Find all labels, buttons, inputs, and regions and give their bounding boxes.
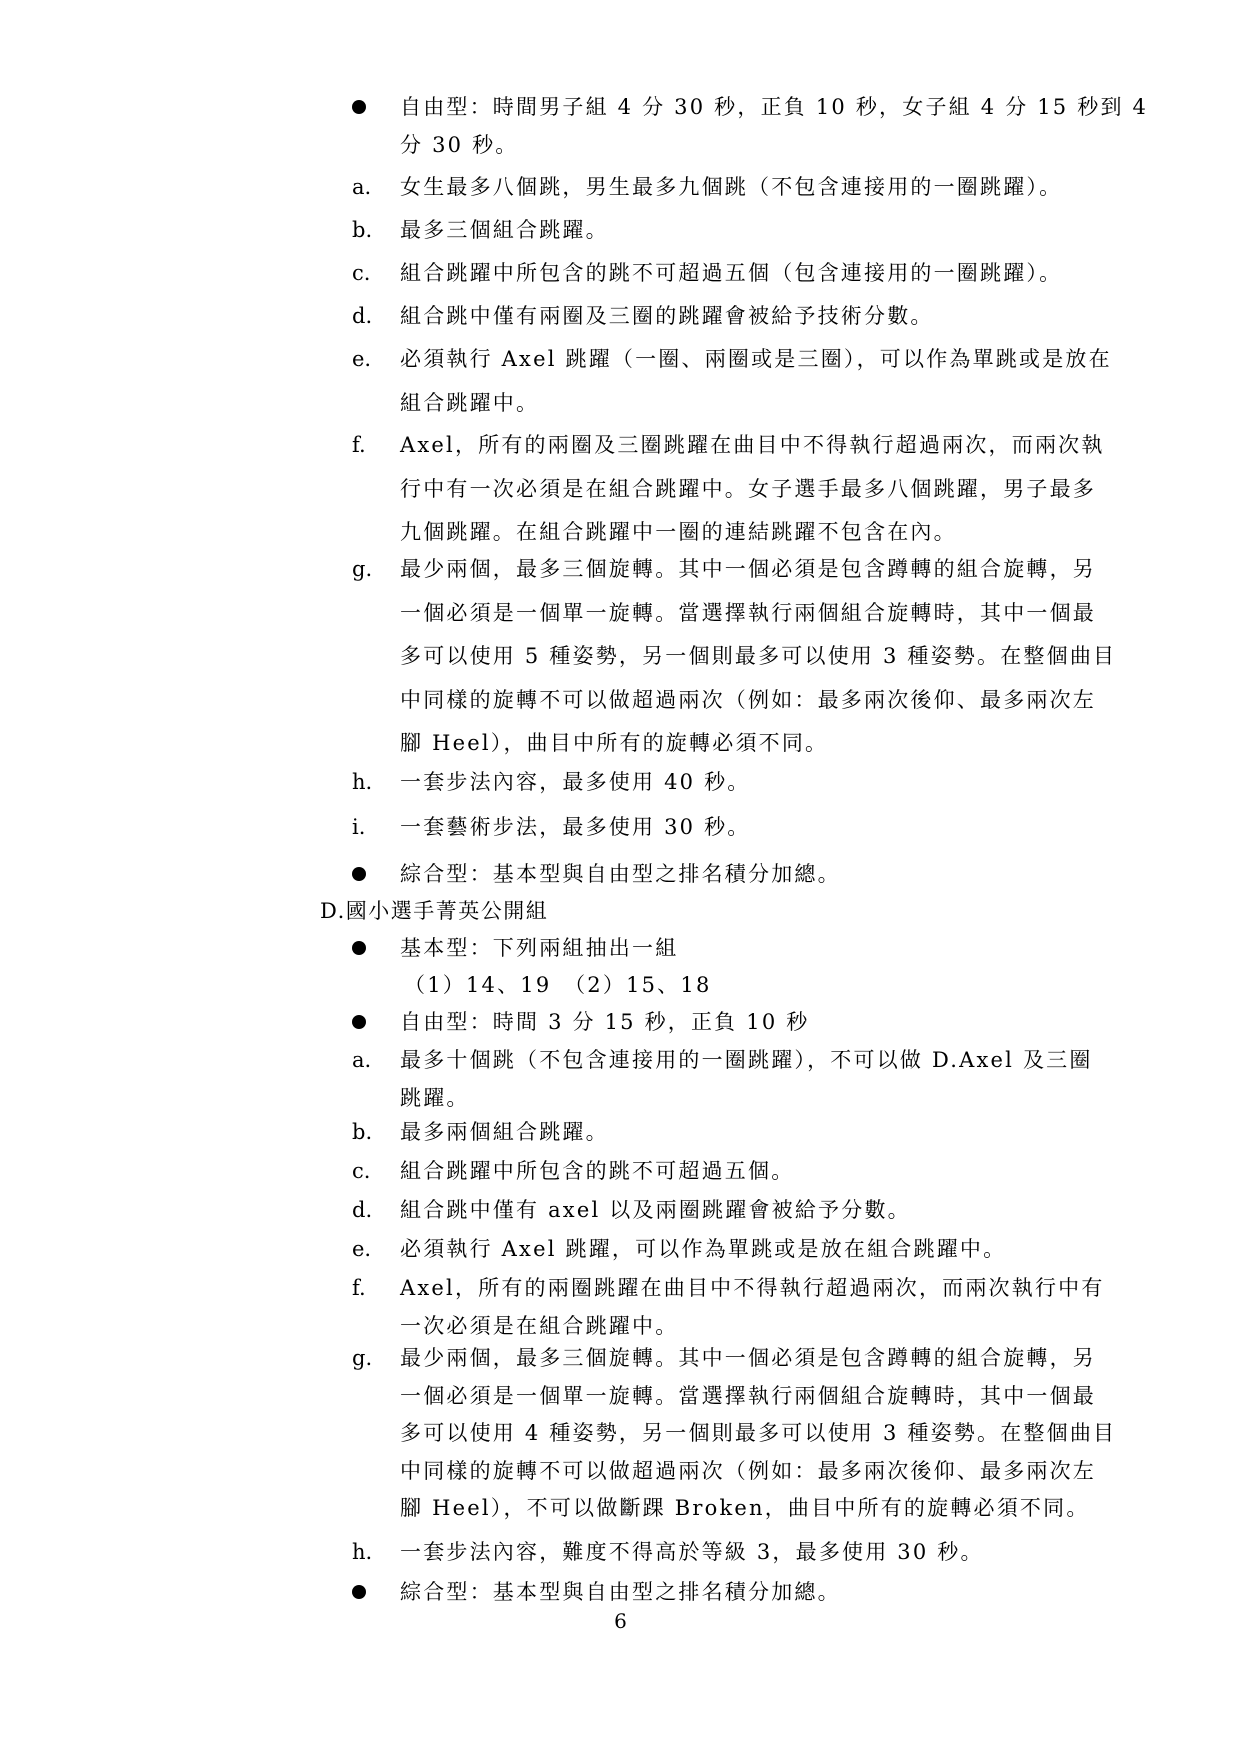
item-text-line: 腳 Heel），不可以做斷踝 Broken，曲目中所有的旋轉必須不同。 — [400, 1496, 1090, 1520]
item-text-line: 一套步法內容，最多使用 40 秒。 — [400, 770, 751, 794]
item-marker: a. — [352, 1048, 372, 1072]
item-text-line: Axel，所有的兩圈跳躍在曲目中不得執行超過兩次，而兩次執行中有 — [400, 1276, 1105, 1300]
item-text-line: 最少兩個，最多三個旋轉。其中一個必須是包含蹲轉的組合旋轉，另 — [400, 557, 1096, 581]
item-text-line: 最多十個跳（不包含連接用的一圈跳躍），不可以做 D.Axel 及三圈 — [400, 1048, 1093, 1072]
item-marker: b. — [352, 1120, 373, 1144]
item-text-line: 必須執行 Axel 跳躍（一圈、兩圈或是三圈），可以作為單跳或是放在 — [400, 347, 1112, 371]
free-bullet-line1: 自由型：時間男子組 4 分 30 秒，正負 10 秒，女子組 4 分 15 秒到 4 — [400, 95, 1149, 119]
item-text-line: 組合跳躍中所包含的跳不可超過五個（包含連接用的一圈跳躍）。 — [400, 261, 1063, 285]
item-text-line: 多可以使用 4 種姿勢，另一個則最多可以使用 3 種姿勢。在整個曲目 — [400, 1421, 1117, 1445]
item-text-line: 中同樣的旋轉不可以做超過兩次（例如：最多兩次後仰、最多兩次左 — [400, 687, 1096, 712]
item-text-line: 跳躍。 — [400, 1085, 470, 1110]
item-text-line: 最多兩個組合跳躍。 — [400, 1120, 609, 1144]
item-text-line: Axel，所有的兩圈及三圈跳躍在曲目中不得執行超過兩次，而兩次執 — [400, 433, 1105, 457]
item-text-line: 一個必須是一個單一旋轉。當選擇執行兩個組合旋轉時，其中一個最 — [400, 1383, 1096, 1408]
item-text-line: 最多三個組合跳躍。 — [400, 218, 609, 242]
item-marker: i. — [352, 815, 366, 839]
page-number: 6 — [614, 1609, 627, 1633]
item-text-line: 行中有一次必須是在組合跳躍中。女子選手最多八個跳躍，男子最多 — [400, 476, 1096, 501]
combined-bullet: 綜合型：基本型與自由型之排名積分加總。 — [400, 1580, 841, 1604]
item-text-line: 最少兩個，最多三個旋轉。其中一個必須是包含蹲轉的組合旋轉，另 — [400, 1346, 1096, 1370]
section-heading: D.國小選手菁英公開組 — [320, 899, 549, 923]
item-text-line: 一套藝術步法，最多使用 30 秒。 — [400, 815, 751, 839]
item-text-line: 組合跳躍中。 — [400, 390, 540, 415]
item-text-line: 多可以使用 5 種姿勢，另一個則最多可以使用 3 種姿勢。在整個曲目 — [400, 644, 1117, 668]
item-marker: h. — [352, 1540, 373, 1564]
item-marker: c. — [352, 261, 371, 285]
basic-options: （1）14、19 （2）15、18 — [404, 973, 712, 997]
item-marker: d. — [352, 304, 373, 328]
item-text-line: 組合跳中僅有 axel 以及兩圈跳躍會被給予分數。 — [400, 1198, 911, 1222]
item-text-line: 組合跳中僅有兩圈及三圈的跳躍會被給予技術分數。 — [400, 304, 934, 328]
item-text-line: 腳 Heel），曲目中所有的旋轉必須不同。 — [400, 731, 829, 755]
bullet-icon — [352, 100, 366, 114]
item-marker: g. — [352, 1346, 373, 1370]
item-text-line: 一次必須是在組合跳躍中。 — [400, 1313, 679, 1338]
item-marker: e. — [352, 347, 372, 371]
basic-bullet: 基本型：下列兩組抽出一組 — [400, 936, 679, 960]
item-text-line: 必須執行 Axel 跳躍，可以作為單跳或是放在組合跳躍中。 — [400, 1237, 1007, 1261]
item-marker: f. — [352, 1276, 366, 1300]
free-bullet: 自由型：時間 3 分 15 秒，正負 10 秒 — [400, 1010, 810, 1034]
bullet-icon — [352, 1585, 366, 1599]
item-text-line: 九個跳躍。在組合跳躍中一圈的連結跳躍不包含在內。 — [400, 520, 957, 544]
item-text-line: 中同樣的旋轉不可以做超過兩次（例如：最多兩次後仰、最多兩次左 — [400, 1458, 1096, 1483]
item-marker: b. — [352, 218, 373, 242]
item-marker: e. — [352, 1237, 372, 1261]
free-bullet-line2: 分 30 秒。 — [400, 133, 519, 157]
item-marker: a. — [352, 175, 372, 199]
bullet-icon — [352, 1015, 366, 1029]
item-marker: f. — [352, 433, 366, 457]
item-marker: g. — [352, 557, 373, 581]
item-marker: h. — [352, 770, 373, 794]
item-text-line: 組合跳躍中所包含的跳不可超過五個。 — [400, 1159, 795, 1183]
item-text-line: 女生最多八個跳，男生最多九個跳（不包含連接用的一圈跳躍）。 — [400, 175, 1063, 199]
item-marker: c. — [352, 1159, 371, 1183]
bullet-icon — [352, 941, 366, 955]
bullet-icon — [352, 867, 366, 881]
item-text-line: 一個必須是一個單一旋轉。當選擇執行兩個組合旋轉時，其中一個最 — [400, 600, 1096, 625]
item-text-line: 一套步法內容，難度不得高於等級 3，最多使用 30 秒。 — [400, 1540, 984, 1564]
item-marker: d. — [352, 1198, 373, 1222]
combined-bullet: 綜合型：基本型與自由型之排名積分加總。 — [400, 862, 841, 886]
